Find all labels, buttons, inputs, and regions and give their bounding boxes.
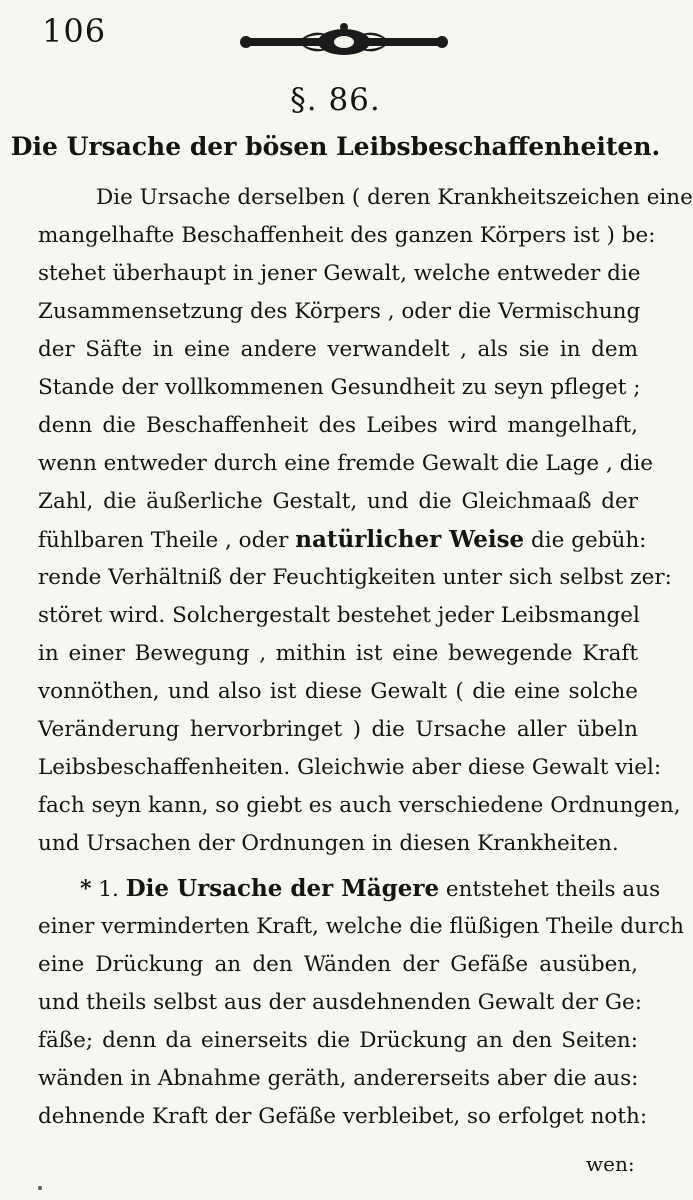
section-title: Die Ursache der bösen Leibsbeschaffenheiten. bbox=[10, 132, 661, 161]
text-line: mangelhafte Beschaffenheit des ganzen Körpers ist ) be: bbox=[38, 223, 656, 248]
paragraph-2-first-line bbox=[80, 874, 661, 906]
catchword: wen: bbox=[586, 1152, 635, 1176]
text-line: Leibsbeschaffenheiten. Gleichwie aber diese Gewalt viel: bbox=[38, 755, 662, 780]
text-line: Zahl, die äußerliche Gestalt, und die Gleichmaaß der bbox=[38, 489, 638, 514]
text-segment: entstehet theils aus bbox=[439, 877, 661, 902]
text-line: eine Drückung an den Wänden der Gefäße ausüben, bbox=[38, 952, 638, 977]
text-line: Veränderung hervorbringet ) die Ursache aller übeln bbox=[38, 717, 638, 742]
text-line: denn die Beschaffenheit des Leibes wird mangelhaft, bbox=[38, 413, 638, 438]
text-line: rende Verhältniß der Feuchtigkeiten unter sich selbst zer: bbox=[38, 565, 672, 590]
text-line: Die Ursache derselben ( deren Krankheitszeichen eine bbox=[96, 185, 693, 210]
text-line: der Säfte in eine andere verwandelt , als sie in dem bbox=[38, 337, 638, 362]
text-line: fäße; denn da einerseits die Drückung an den Seiten: bbox=[38, 1028, 638, 1053]
text-line-mixed bbox=[38, 525, 647, 557]
item-number: 1. bbox=[91, 877, 126, 902]
text-segment: die gebüh: bbox=[524, 528, 647, 553]
text-line: und Ursachen der Ordnungen in diesen Krankheiten. bbox=[38, 831, 619, 856]
text-line: störet wird. Solchergestalt bestehet jeder Leibsmangel bbox=[38, 603, 640, 628]
text-line: dehnende Kraft der Gefäße verbleibet, so erfolget noth: bbox=[38, 1104, 648, 1129]
text-line: vonnöthen, und also ist diese Gewalt ( die eine solche bbox=[38, 679, 638, 704]
ink-speck bbox=[38, 1186, 42, 1190]
text-line: wenn entweder durch eine fremde Gewalt die Lage , die bbox=[38, 451, 653, 476]
text-line: in einer Bewegung , mithin ist eine bewegende Kraft bbox=[38, 641, 638, 666]
decorative-ornament bbox=[238, 22, 450, 62]
text-line: und theils selbst aus der ausdehnenden Gewalt der Ge: bbox=[38, 990, 642, 1015]
asterisk-marker: * bbox=[80, 876, 92, 902]
text-line: wänden in Abnahme geräth, andererseits aber die aus: bbox=[38, 1066, 639, 1091]
text-line: stehet überhaupt in jener Gewalt, welche entweder die bbox=[38, 261, 641, 286]
page-number: 106 bbox=[42, 12, 107, 50]
text-line: Stande der vollkommenen Gesundheit zu seyn pfleget ; bbox=[38, 375, 641, 400]
emphasized-text: natürlicher Weise bbox=[295, 526, 525, 553]
emphasized-text: Die Ursache der Mägere bbox=[125, 875, 440, 902]
section-number: §. 86. bbox=[290, 82, 381, 118]
text-line: einer verminderten Kraft, welche die flüßigen Theile durch bbox=[38, 914, 685, 939]
text-segment: fühlbaren Theile , oder bbox=[38, 528, 296, 553]
text-line: fach seyn kann, so giebt es auch verschiedene Ordnungen, bbox=[38, 793, 681, 818]
text-line: Zusammensetzung des Körpers , oder die Vermischung bbox=[38, 299, 641, 324]
